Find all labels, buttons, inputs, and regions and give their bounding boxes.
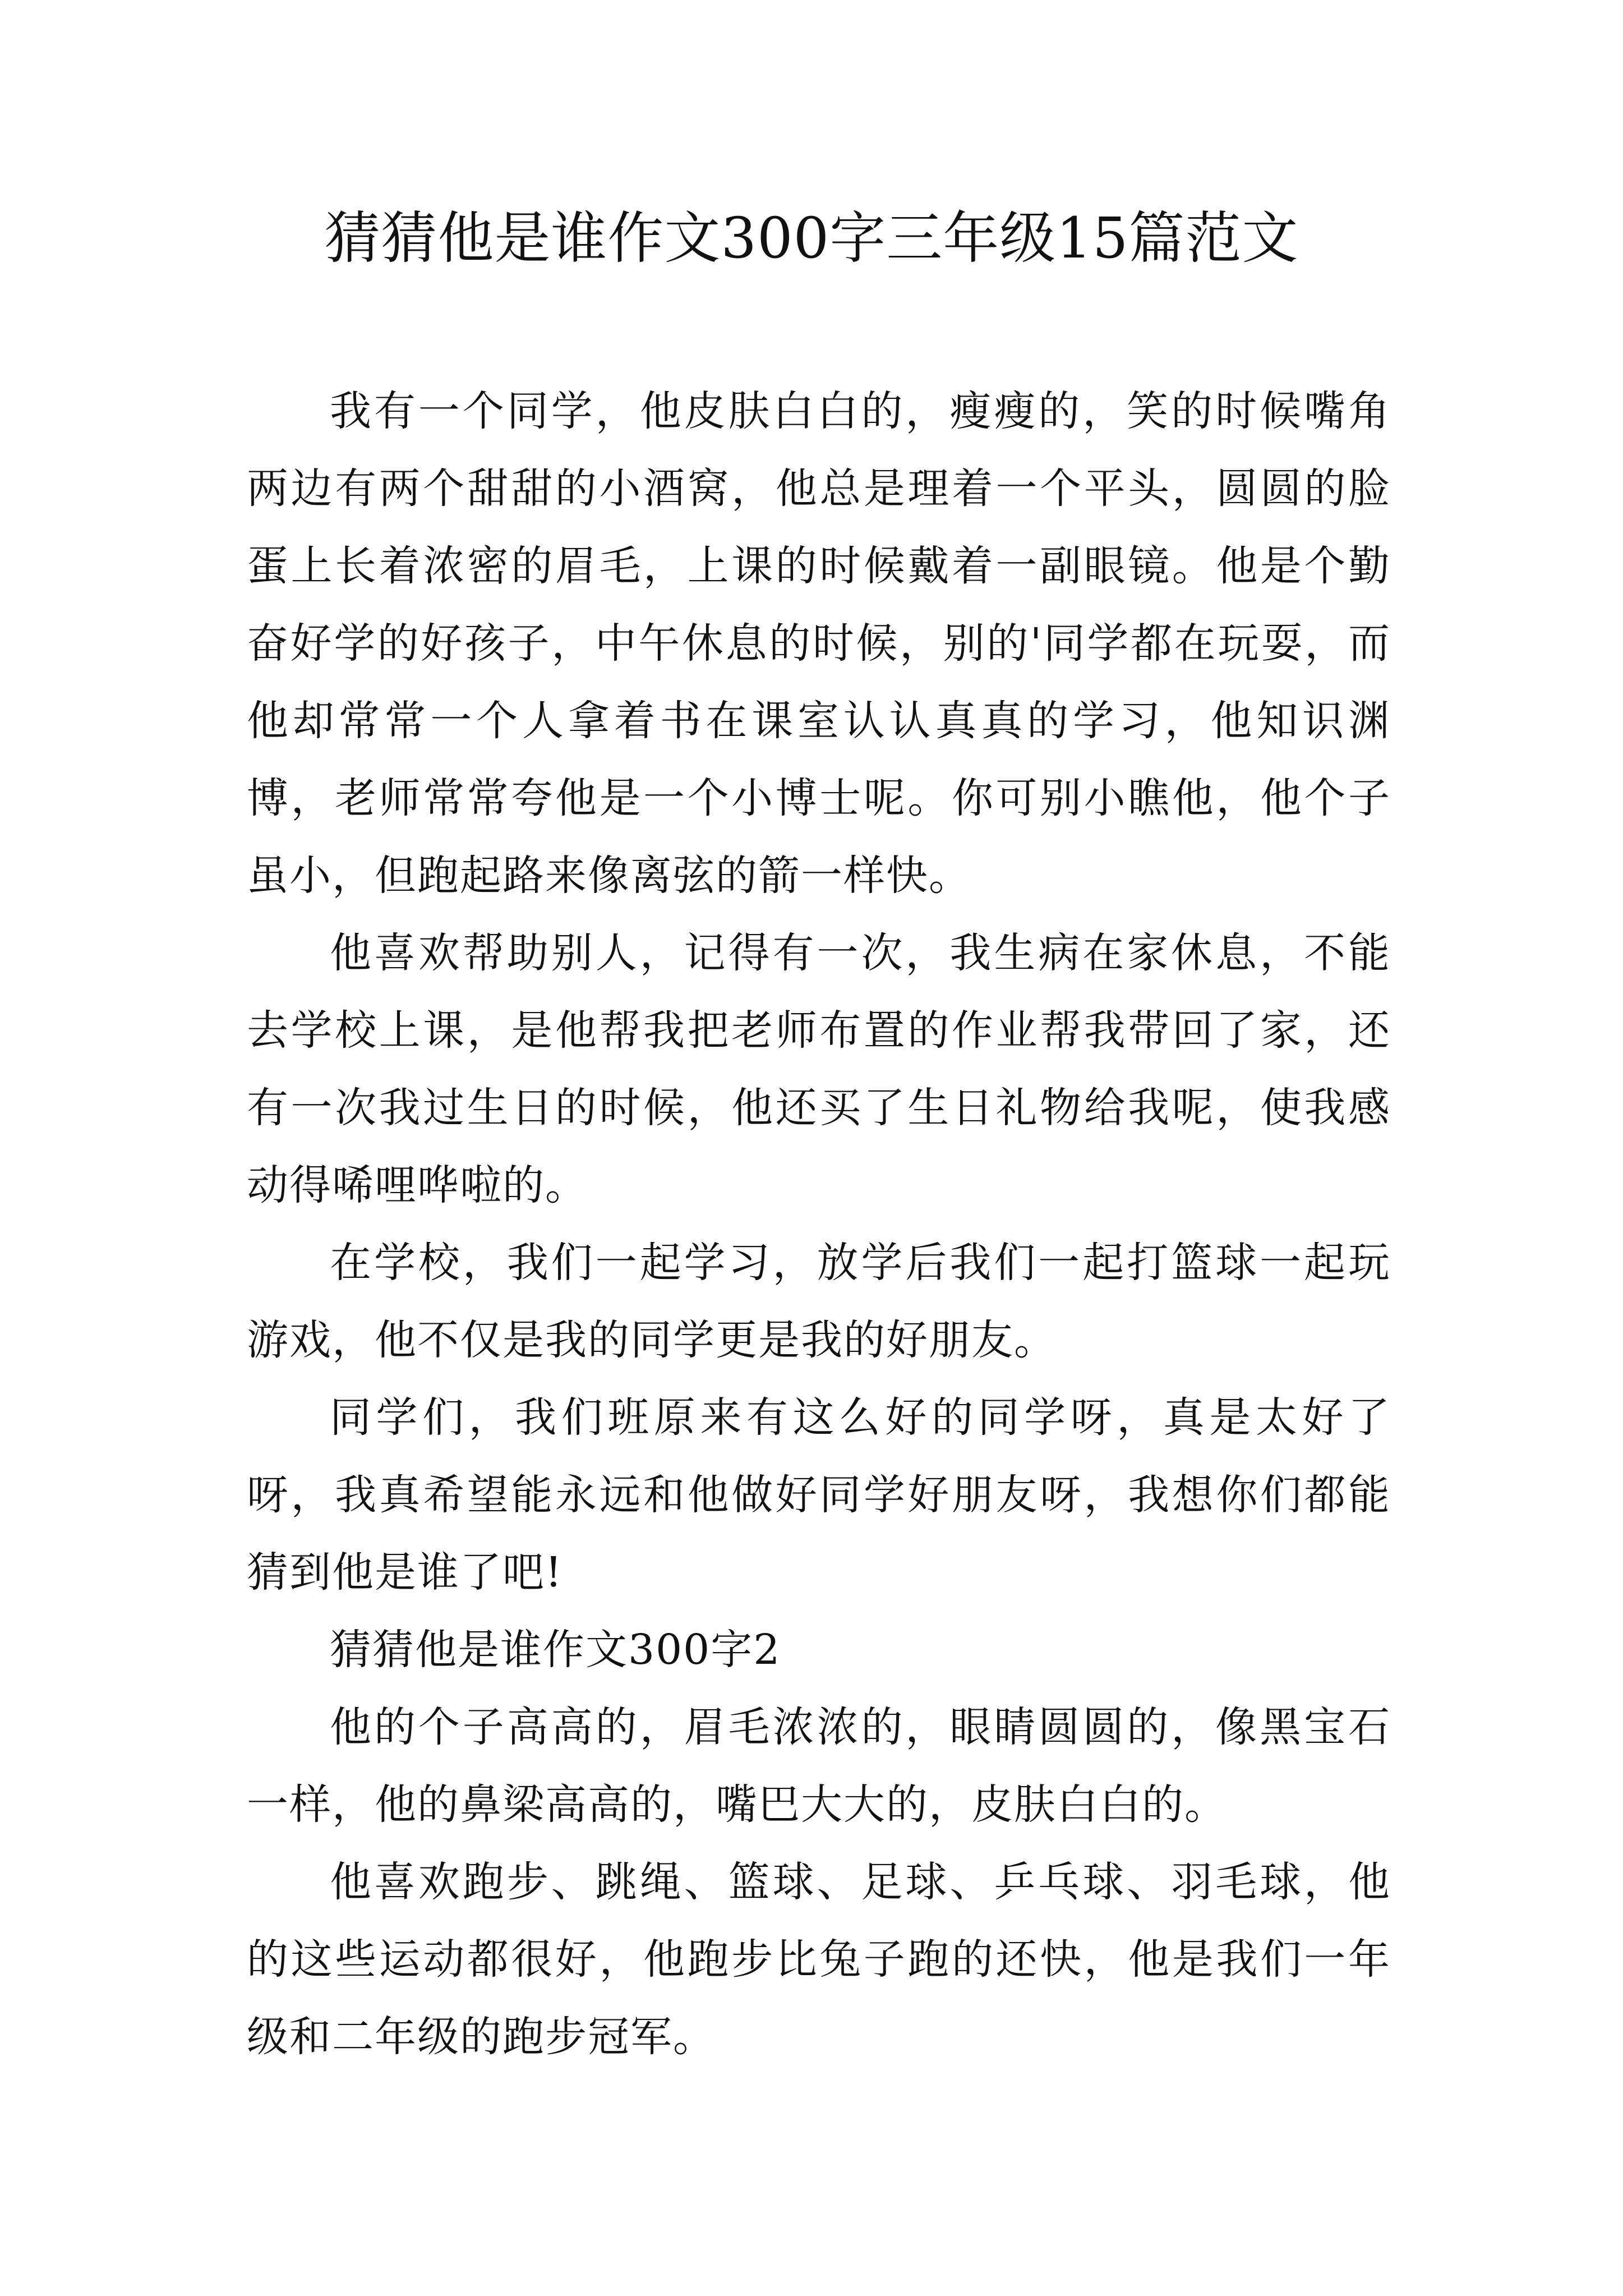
document-title: 猜猜他是谁作文300字三年级15篇范文	[324, 205, 1299, 271]
section-heading-2: 猜猜他是谁作文300字2	[330, 1626, 781, 1674]
paragraph-2: 他喜欢帮助别人，记得有一次，我生病在家休息，不能去学校上课，是他帮我把老师布置的作业帮我带回了家，还有一次我过生日的时候，他还买了生日礼物给我呢，使我感动得唏哩哗啦的。	[247, 929, 1391, 1209]
paragraph-3: 在学校，我们一起学习，放学后我们一起打篮球一起玩游戏，他不仅是我的同学更是我的好朋友。	[247, 1239, 1391, 1364]
paragraph-6: 他喜欢跑步、跳绳、篮球、足球、乒乓球、羽毛球，他的这些运动都很好，他跑步比兔子跑的还快，他是我们一年级和二年级的跑步冠军。	[247, 1858, 1391, 2061]
paragraph-1: 我有一个同学，他皮肤白白的，瘦瘦的，笑的时候嘴角两边有两个甜甜的小酒窝，他总是理着一个平头，圆圆的脸蛋上长着浓密的眉毛，上课的时候戴着一副眼镜。他是个勤奋好学的好孩子，中午休息的时候，别的'同学都在玩耍，而他却常常一个人拿着书在课室认认真真的学习，他知识渊博，老师常常夸他是一个小博士呢。你可别小瞧他，他个子虽小，但跑起路来像离弦的箭一样快。	[247, 387, 1391, 900]
paragraph-5: 他的个子高高的，眉毛浓浓的，眼睛圆圆的，像黑宝石一样，他的鼻梁高高的，嘴巴大大的，皮肤白白的。	[247, 1703, 1391, 1829]
document-body	[247, 372, 1391, 2076]
paragraph-4: 同学们，我们班原来有这么好的同学呀，真是太好了呀，我真希望能永远和他做好同学好朋友呀，我想你们都能猜到他是谁了吧!	[247, 1393, 1391, 1596]
